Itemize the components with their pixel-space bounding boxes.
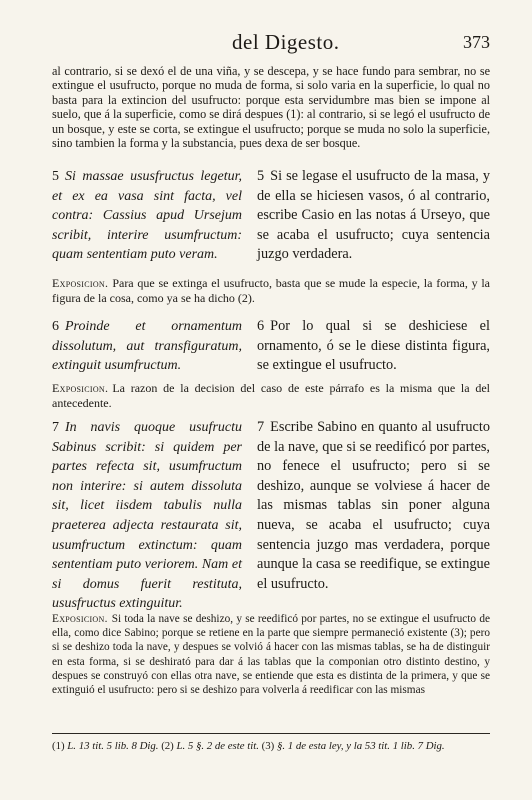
section-5 xyxy=(52,167,490,272)
footnote-2-number: (2) xyxy=(161,740,174,752)
exposicion-body-7: Si toda la nave se deshizo, y se reedificó por partes, no se extingue el usufructo de ella, como dice Sabino; porque se retiene en la parte que siempre permaneció existente (3); pero si se deshizo toda la nave, y despues se volvió á hacer con las mismas tablas, se ha de distinguir en esta forma, si se deshirató para dar á las tablas que la componian otro distinto destino, y despues se construyó con ellas otra nave, se entiende que esta es distinta de la primera, y que se extinguió el usufructo: pero si se deshizo para volverla á reedificar con las mismas xyxy=(52,613,490,697)
exposicion-label-6: Exposicion. xyxy=(52,381,109,395)
latin-body-7: In navis quoque usufructu Sabinus scribit: si quidem per partes refecta sit, usumfructum non interire: si autem dissoluta sit, licet iisdem tabulis nulla praeterea adjecta restaurata sit, usumfructum extinctum: quam sententiam puto veriorem. Nam et si domus fuerit restituta, ususfructus extinguitur. xyxy=(52,420,242,612)
spanish-number-6: 6 xyxy=(257,318,265,334)
exposicion-body-6: La razon de la decision del caso de este párrafo es la misma que la del antecedente. xyxy=(52,381,490,410)
footnote-1-number: (1) xyxy=(52,740,65,752)
exposicion-7 xyxy=(52,612,490,697)
page-number: 373 xyxy=(463,32,490,52)
spanish-text-5 xyxy=(257,167,490,265)
spanish-body-5: Si se legase el usufructo de la masa, y de ella se hiciesen vasos, ó al contrario, escribe Casio en las notas á Urseyo, que se acaba el usufructo; cuya sentencia juzgo verdadera. xyxy=(257,168,490,263)
latin-body-6: Proinde et ornamentum dissolutum, aut transfiguratum, extinguit usumfructum. xyxy=(52,319,242,374)
latin-number-6: 6 xyxy=(52,319,59,334)
latin-text-7 xyxy=(52,418,242,614)
section-6 xyxy=(52,317,490,379)
exposicion-6 xyxy=(52,381,490,411)
intro-paragraph: al contrario, si se dexó el de una viña, y se descepa, y se hace fundo para sembrar, no se extingue el usufructo, porque no muda de forma, si solo varia en la superficie, lo qual no basta para la extincion del usufructo: porque esta servidumbre mas bien se impone al suelo, que á la superficie, como se dirá despues (1): al contrario, si se legó el usufructo de un bosque, y este se corta, se extingue el usufructo; porque se muda no solo la superficie, sino tambien la forma y la substancia, pues dexa de ser bosque. xyxy=(52,64,490,151)
spanish-number-7: 7 xyxy=(257,419,265,435)
spanish-body-6: Por lo qual si se deshiciese el ornamento, ó se le diese distinta figura, se extingue el usufructo. xyxy=(257,318,490,374)
exposicion-5 xyxy=(52,276,490,306)
latin-text-5 xyxy=(52,167,242,265)
footnote-3-reference: §. 1 de esta ley, y la 53 tit. 1 lib. 7 Dig. xyxy=(276,740,445,752)
spanish-text-6 xyxy=(257,317,490,376)
section-7 xyxy=(52,418,490,633)
footnote-2-reference: L. 5 §. 2 de este tit. xyxy=(176,740,259,752)
latin-text-6 xyxy=(52,317,242,376)
footnote-3-number: (3) xyxy=(261,740,275,752)
footnotes xyxy=(52,740,490,754)
exposicion-body-5: Para que se extinga el usufructo, basta que se mude la especie, la forma, y la figura de la cosa, como ya se ha dicho (2). xyxy=(52,276,490,305)
latin-body-5: Si massae ususfructus legetur, et ex ea vasa sint facta, vel contra: Cassius apud Ursejum scribit, interire usumfructum: quam sententiam puto veram. xyxy=(52,169,242,263)
footnote-1-reference: L. 13 tit. 5 lib. 8 Dig. xyxy=(67,740,159,752)
spanish-text-7 xyxy=(257,418,490,594)
latin-number-5: 5 xyxy=(52,169,59,184)
spanish-number-5: 5 xyxy=(257,168,265,184)
page-header xyxy=(52,30,490,56)
latin-number-7: 7 xyxy=(52,420,59,435)
running-title: del Digesto. xyxy=(232,30,340,54)
exposicion-label-5: Exposicion. xyxy=(52,276,109,290)
spanish-body-7: Escribe Sabino en quanto al usufructo de la nave, que si se reedificó por partes, no fenece el usufructo; pero si se deshizo, aunque se volviese á hacer de las mismas tablas sin poner alguna nueva, se acaba el usufructo; cuya sentencia juzgo mas verdadera, porque aunque la casa se reedifique, se extingue el usufructo. xyxy=(257,419,490,592)
exposicion-label-7: Exposicion. xyxy=(52,613,108,625)
footnote-rule xyxy=(52,733,490,734)
